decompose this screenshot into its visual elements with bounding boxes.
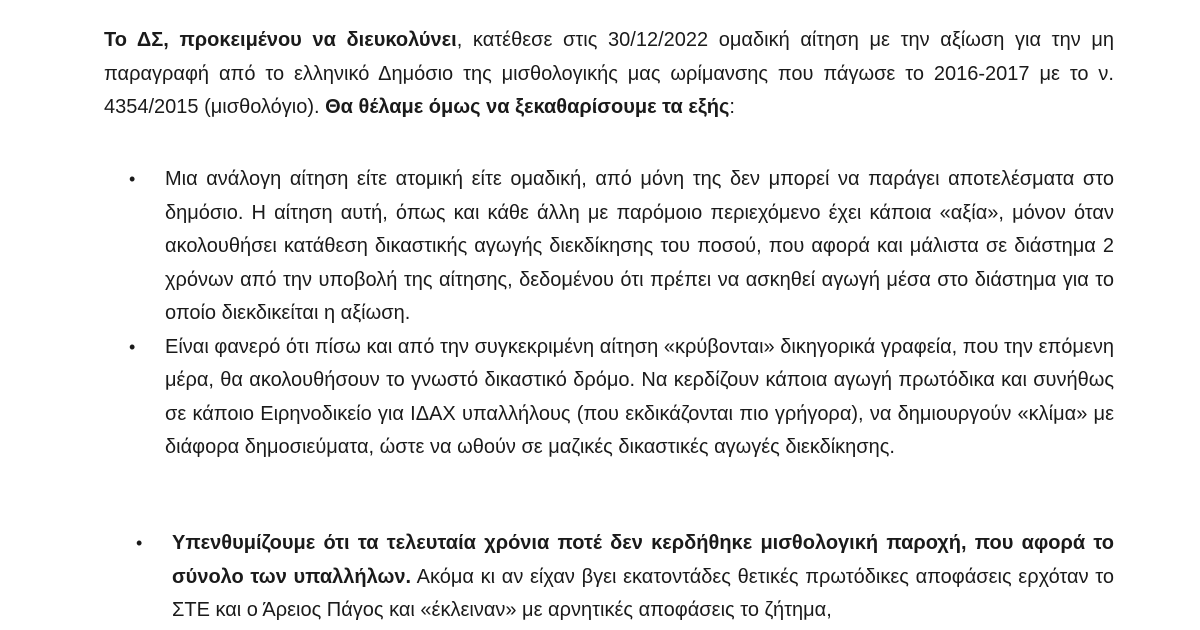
list-item bbox=[0, 163, 1200, 331]
list-item-plain-text: Ακόμα κι αν είχαν βγει εκατοντάδες θετικές πρωτόδικες αποφάσεις ερχόταν το ΣΤΕ και ο Άρειος Πάγος και «έκλειναν» με αρνητικές αποφάσεις το ζήτημα, bbox=[172, 565, 1114, 621]
intro-bold-lead: Το ΔΣ, προκειμένου να διευκολύνει bbox=[104, 29, 457, 51]
bullet-icon: • bbox=[129, 169, 136, 189]
list-item bbox=[0, 527, 1200, 628]
list-item-text: Είναι φανερό ότι πίσω και από την συγκεκριμένη αίτηση «κρύβονται» δικηγορικά γραφεία, που την επόμενη μέρα, θα ακολουθήσουν το γνωστό δικαστικό δρόμο. Να κερδίζουν κάποια αγωγή πρωτόδικα και συνήθως σε κάποιο Ειρηνοδικείο για ΙΔΑΧ υπαλλήλους (που εκδικάζονται πιο γρήγορα), να δημιουργούν «κλίμα» με διάφορα δημοσιεύματα, ώστε να ωθούν σε μαζικές δικαστικές αγωγές διεκδίκησης. bbox=[165, 335, 1114, 458]
list-item-text bbox=[172, 527, 1114, 628]
bullet-icon: • bbox=[129, 336, 136, 357]
intro-text: , κατέθεσε στις 30/12/2022 ομαδική αίτηση με την αξίωση για την μη παραγραφή από το ελληνικό Δημόσιο της μισθολογικής μας ωρίμανσης που πάγωσε το 2016-2017 με το ν. 4354/2015 (μισθολόγιο). bbox=[104, 29, 1114, 118]
intro-colon: : bbox=[729, 96, 735, 118]
bullet-list-second bbox=[0, 527, 1200, 628]
bullet-icon: • bbox=[136, 533, 143, 553]
list-item-text: Μια ανάλογη αίτηση είτε ατομική είτε ομαδική, από μόνη της δεν μπορεί να παράγει αποτελέσματα στο δημόσιο. Η αίτηση αυτή, όπως και κάθε άλλη με παρόμοιο περιεχόμενο έχει κάποια «αξία», μόνον όταν ακολουθήσει κατάθεση δικαστικής αγωγής διεκδίκησης του ποσού, που αφορά και μάλιστα σε διάστημα 2 χρόνων από την υποβολή της αίτησης, δεδομένου ότι πρέπει να ασκηθεί αγωγή μέσα στο διάστημα για το οποίο διεκδικείται η αξίωση. bbox=[165, 168, 1114, 324]
intro-paragraph bbox=[104, 24, 1114, 125]
list-item-bold-text: Υπενθυμίζουμε ότι τα τελευταία χρόνια ποτέ δεν κερδήθηκε μισθολογική παροχή, που αφορά το σύνολο των υπαλλήλων. bbox=[172, 532, 1114, 588]
list-item bbox=[0, 331, 1200, 465]
intro-bold-statement: Θα θέλαμε όμως να ξεκαθαρίσουμε τα εξής bbox=[325, 96, 730, 118]
bullet-list bbox=[0, 163, 1200, 465]
